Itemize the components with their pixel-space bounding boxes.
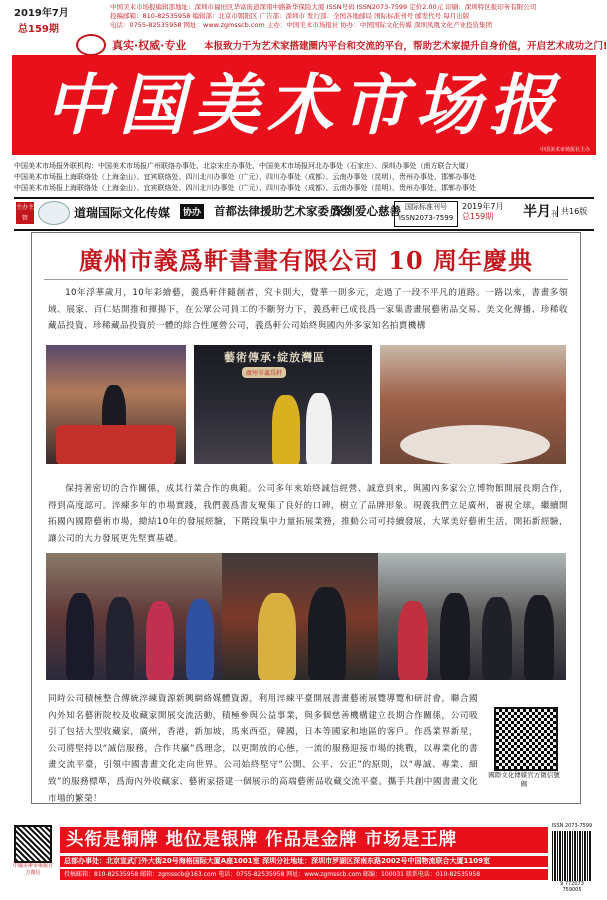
barcode-bars-icon: [552, 831, 592, 881]
person-figure: [186, 599, 214, 680]
article-headline: 廣州市義爲軒書畫有限公司 10 周年慶典: [78, 246, 534, 275]
footer-address-row: 总部办事处：北京宣武门外大街20号海格国际大厦A座1001室 深圳分社地址：深圳市罗湖区深南东路2002号中国物流联合大厦1109室: [60, 856, 548, 867]
event-photo-group-2: [222, 553, 382, 680]
host-tag: 主办主管: [16, 204, 35, 222]
headline-divider: [44, 279, 568, 280]
barcode-issn: ISSN 2073-7599: [551, 823, 593, 829]
offices-line: 中国美术市场报上海联络处（上海金山）、宜宾联络处、四川北川办事处（广元）、四川办事处（成都）、云南办事处（昆明）、贵州办事处、邯郸办事处: [14, 173, 476, 181]
page-count: 共16版: [557, 206, 587, 217]
header-info-line: 电话：0755-82535958 网址：www.zgmsscb.com 主办：中国美术市场报社 协办：中国国际文化传媒 深圳凤凰文化产业投资集团: [110, 21, 492, 29]
masthead: [12, 55, 596, 155]
wechat-qr-code-icon[interactable]: [494, 707, 558, 771]
host-name: 道瑞国际文化传媒: [74, 206, 171, 220]
barcode-number: 9 772073 759005: [560, 881, 584, 893]
footer: [12, 823, 596, 899]
masthead-title: 中国美术市场报: [45, 66, 563, 144]
stage-banner-text: 藝術傳承·綻放灣區: [224, 351, 326, 364]
footer-qr-code-icon[interactable]: [14, 825, 52, 863]
event-photo-group-1: [46, 553, 226, 680]
header-slogan-right: 本报致力于为艺术家搭建圈内平台和交流的平台，帮助艺术家提升自身价值，开启艺术成功之门!: [204, 41, 607, 52]
person-figure: [146, 601, 174, 680]
header-issue: 总159期: [18, 24, 59, 35]
article-box: [31, 232, 581, 804]
header-date: 2019年7月: [14, 8, 69, 19]
stage-flowers: [56, 425, 176, 464]
article-paragraph-2: 保持著密切的合作關係，成其行業合作的典範。公司多年來始終誠信經營、誠意到來，與國內多家公立博物館開展長期合作，得到高度認可。淬練多年的市場實踐，我們義爲書友聚集了良好的口碑，樹立了品牌形象。現義我們立足廣州，審視全球，繼續開拓國內國際藝術市場，總結10年的發展經驗，下階段集中力量拓展業務，推動公司可持續發展，大眾美好藝術生活，開拓新經驗，讓公司的大力發展更先堅實基礎。: [48, 484, 568, 544]
info-ribbon: [14, 197, 594, 231]
ribbon-date: 2019年7月: [462, 202, 504, 211]
banquet-table: [400, 425, 550, 464]
person-figure: [306, 393, 332, 464]
person-figure: [482, 597, 512, 680]
issn-label: 国际标准刊号: [405, 203, 447, 211]
person-figure: [440, 593, 470, 680]
qr-caption: 國際文化傳媒官方微信號碼: [488, 771, 560, 788]
header-info-line: 中国美术市场报编辑部地址：深圳市福田区华富街道深南中路新华保险大厦 ISSN号码 ISSN2073-7599 定价2.00元 印刷：深圳特区报印务有限公司: [110, 3, 537, 11]
footer-contact-row: 投稿邮箱：810-82535958 邮箱：zgmsscb@163.com 电话：0755-82535958 网址：www.zgmsscb.com 邮编：100031 联系电话：010-82535958: [60, 869, 548, 880]
frequency-suffix: 刊: [551, 210, 558, 218]
footer-slogan: 头衔是铜牌 地位是银牌 作品是金牌 市场是王牌: [60, 827, 548, 853]
article-paragraph-1: 10年浮華歲月，10年彩繪藝，義爲軒伴隨創者，究卡則大，覺華一則多元，走過了一段不平凡的道路。一路以來，書畫多領域、展家、百仁姑開推和揮揚下，在公眾公司員工的不斷努力下，義爲軒已成長爲一家集書畫展藝術品交易、美文化傳播、珍稀收藏品投資、珍稀藏品投資於一體的綜合性運營公司，義爲軒公司始終與國內外多家知名拍賣機構: [48, 288, 568, 332]
person-figure: [398, 601, 428, 680]
barcode: [550, 823, 594, 893]
ribbon-date-box: [462, 202, 503, 222]
person-figure: [106, 597, 134, 680]
newspaper-logo-icon: [76, 34, 106, 56]
event-photo-group-3: [378, 553, 566, 680]
issn-box: [394, 201, 458, 227]
co-organizer-tag: 协办: [180, 204, 204, 219]
header-info-line: 投稿邮箱：810-82535958 编辑部：北京市朝阳区 广告部：深圳市 发行部：全国各地邮局 国际标准刊号 邮发代号 每月出版: [110, 12, 470, 20]
frequency-box: [523, 201, 558, 221]
issn-value: ISSN2073-7599: [398, 214, 454, 222]
offices-line: 中国美术市场报上海联络处（上海金山）、宜宾联络处、四川北川办事处（广元）、四川办事处（成都）、云南办事处（昆明）、贵州办事处、邯郸办事处: [14, 184, 476, 192]
offices-line: 中国美术市场报外联机构：中国美术市场报广州联络办事处、北京宋庄办事处、中国美术市场报河北办事处（石家庄）、深圳办事处（南方联合大厦）: [14, 162, 473, 170]
person-figure: [66, 593, 94, 680]
frequency: 半月: [523, 204, 551, 220]
person-figure: [272, 395, 300, 464]
person-figure: [524, 595, 554, 680]
co-organizer-name-2: 深圳爱心慈善: [332, 204, 401, 218]
person-figure: [308, 587, 346, 680]
article-paragraph-3: 同時公司積極整合傳統淬練資源新興網絡媒體資源，利用淬練平臺開展書畫藝術展覽導覽和研討會，聯合國內外知名藝術院校及收藏家開展交流活動，積極參與公益事業，與多個慈善機構建立長期合作關係，公司吸引了包括大型收藏家，廣州，香港，新加坡，馬來西亞，韓國，日本等國家和地區的客戶。作爲業界新星，公司將堅持以“誠信服務，合作共贏”爲理念，以更開放的心態，一流的服務迎接市場的挑戰，以專業化的書畫交流平臺，引領中國書畫文化走向世界。公司始終堅守“公開、公平、公正”的原則，以“專誠、專業、細致”的服務標準，爲海內外收藏家、藝術家搭建一個展示的高端藝術品收藏交流平臺。攜手共創中國書畫文化市場的繁榮！: [48, 694, 478, 804]
ribbon-issue: 总159期: [462, 212, 494, 221]
footer-qr-caption: 中國美術市場報官方微信: [12, 863, 53, 876]
person-figure: [258, 593, 296, 680]
host-logo-icon: [38, 201, 70, 225]
header-slogan-left: 真实·权威·专业: [112, 39, 187, 52]
event-photo-speaker: [46, 345, 186, 464]
stage-banner-sub: 廣州市義爲軒: [242, 367, 286, 378]
event-photo-stage: [194, 345, 372, 464]
co-organizer-name: 首都法律援助艺术家委员会: [214, 204, 352, 218]
event-photo-banquet: [380, 345, 566, 464]
masthead-small-text: 中国美术市场报社主办: [539, 147, 590, 153]
